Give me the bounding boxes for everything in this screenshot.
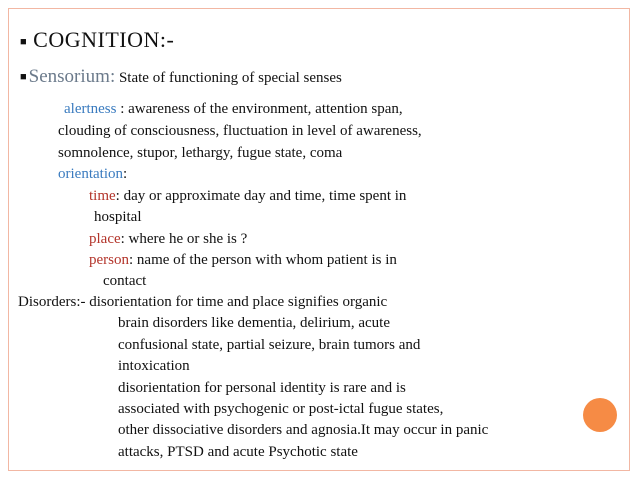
person-line-1: person: name of the person with whom patient is in	[89, 252, 397, 268]
frame-left-line	[8, 8, 9, 471]
sensorium-line: ■ Sensorium: State of functioning of special senses	[20, 66, 342, 87]
square-bullet-icon: ■	[20, 71, 27, 83]
person-term: person	[89, 252, 129, 268]
disorders-line: intoxication	[118, 358, 190, 374]
disorders-line: associated with psychogenic or post-ictal fugue states,	[118, 401, 444, 417]
alertness-line-3: somnolence, stupor, lethargy, fugue state, coma	[58, 145, 343, 161]
frame-right-line	[629, 8, 630, 471]
sensorium-description: State of functioning of special senses	[118, 70, 342, 86]
alertness-term: alertness	[64, 101, 117, 117]
disorders-line: brain disorders like dementia, delirium, acute	[118, 315, 390, 331]
orientation-line: orientation:	[58, 166, 128, 182]
disorders-line-1: Disorders:- disorientation for time and place signifies organic	[18, 294, 388, 310]
accent-circle-icon	[583, 398, 617, 432]
disorders-line: disorientation for personal identity is rare and is	[118, 380, 406, 396]
person-line-2: contact	[103, 273, 147, 289]
slide-heading: ■ COGNITION:-	[20, 27, 175, 52]
sensorium-label: Sensorium	[28, 66, 110, 87]
frame-top-line	[8, 8, 630, 9]
disorders-line: attacks, PTSD and acute Psychotic state	[118, 444, 358, 460]
square-bullet-icon: ■	[20, 36, 28, 48]
orientation-term: orientation	[58, 166, 123, 182]
alertness-line-2: clouding of consciousness, fluctuation in level of awareness,	[58, 123, 422, 139]
disorders-line: confusional state, partial seizure, brain tumors and	[118, 337, 421, 353]
time-line-2: hospital	[94, 209, 142, 225]
disorders-line: other dissociative disorders and agnosia.It may occur in panic	[118, 422, 489, 438]
place-term: place	[89, 231, 121, 247]
time-line-1: time: day or approximate day and time, time spent in	[89, 188, 407, 204]
alertness-line-1: alertness : awareness of the environment, attention span,	[64, 101, 403, 117]
place-line: place: where he or she is ?	[89, 231, 248, 247]
time-term: time	[89, 188, 116, 204]
frame-bottom-line	[8, 470, 630, 471]
